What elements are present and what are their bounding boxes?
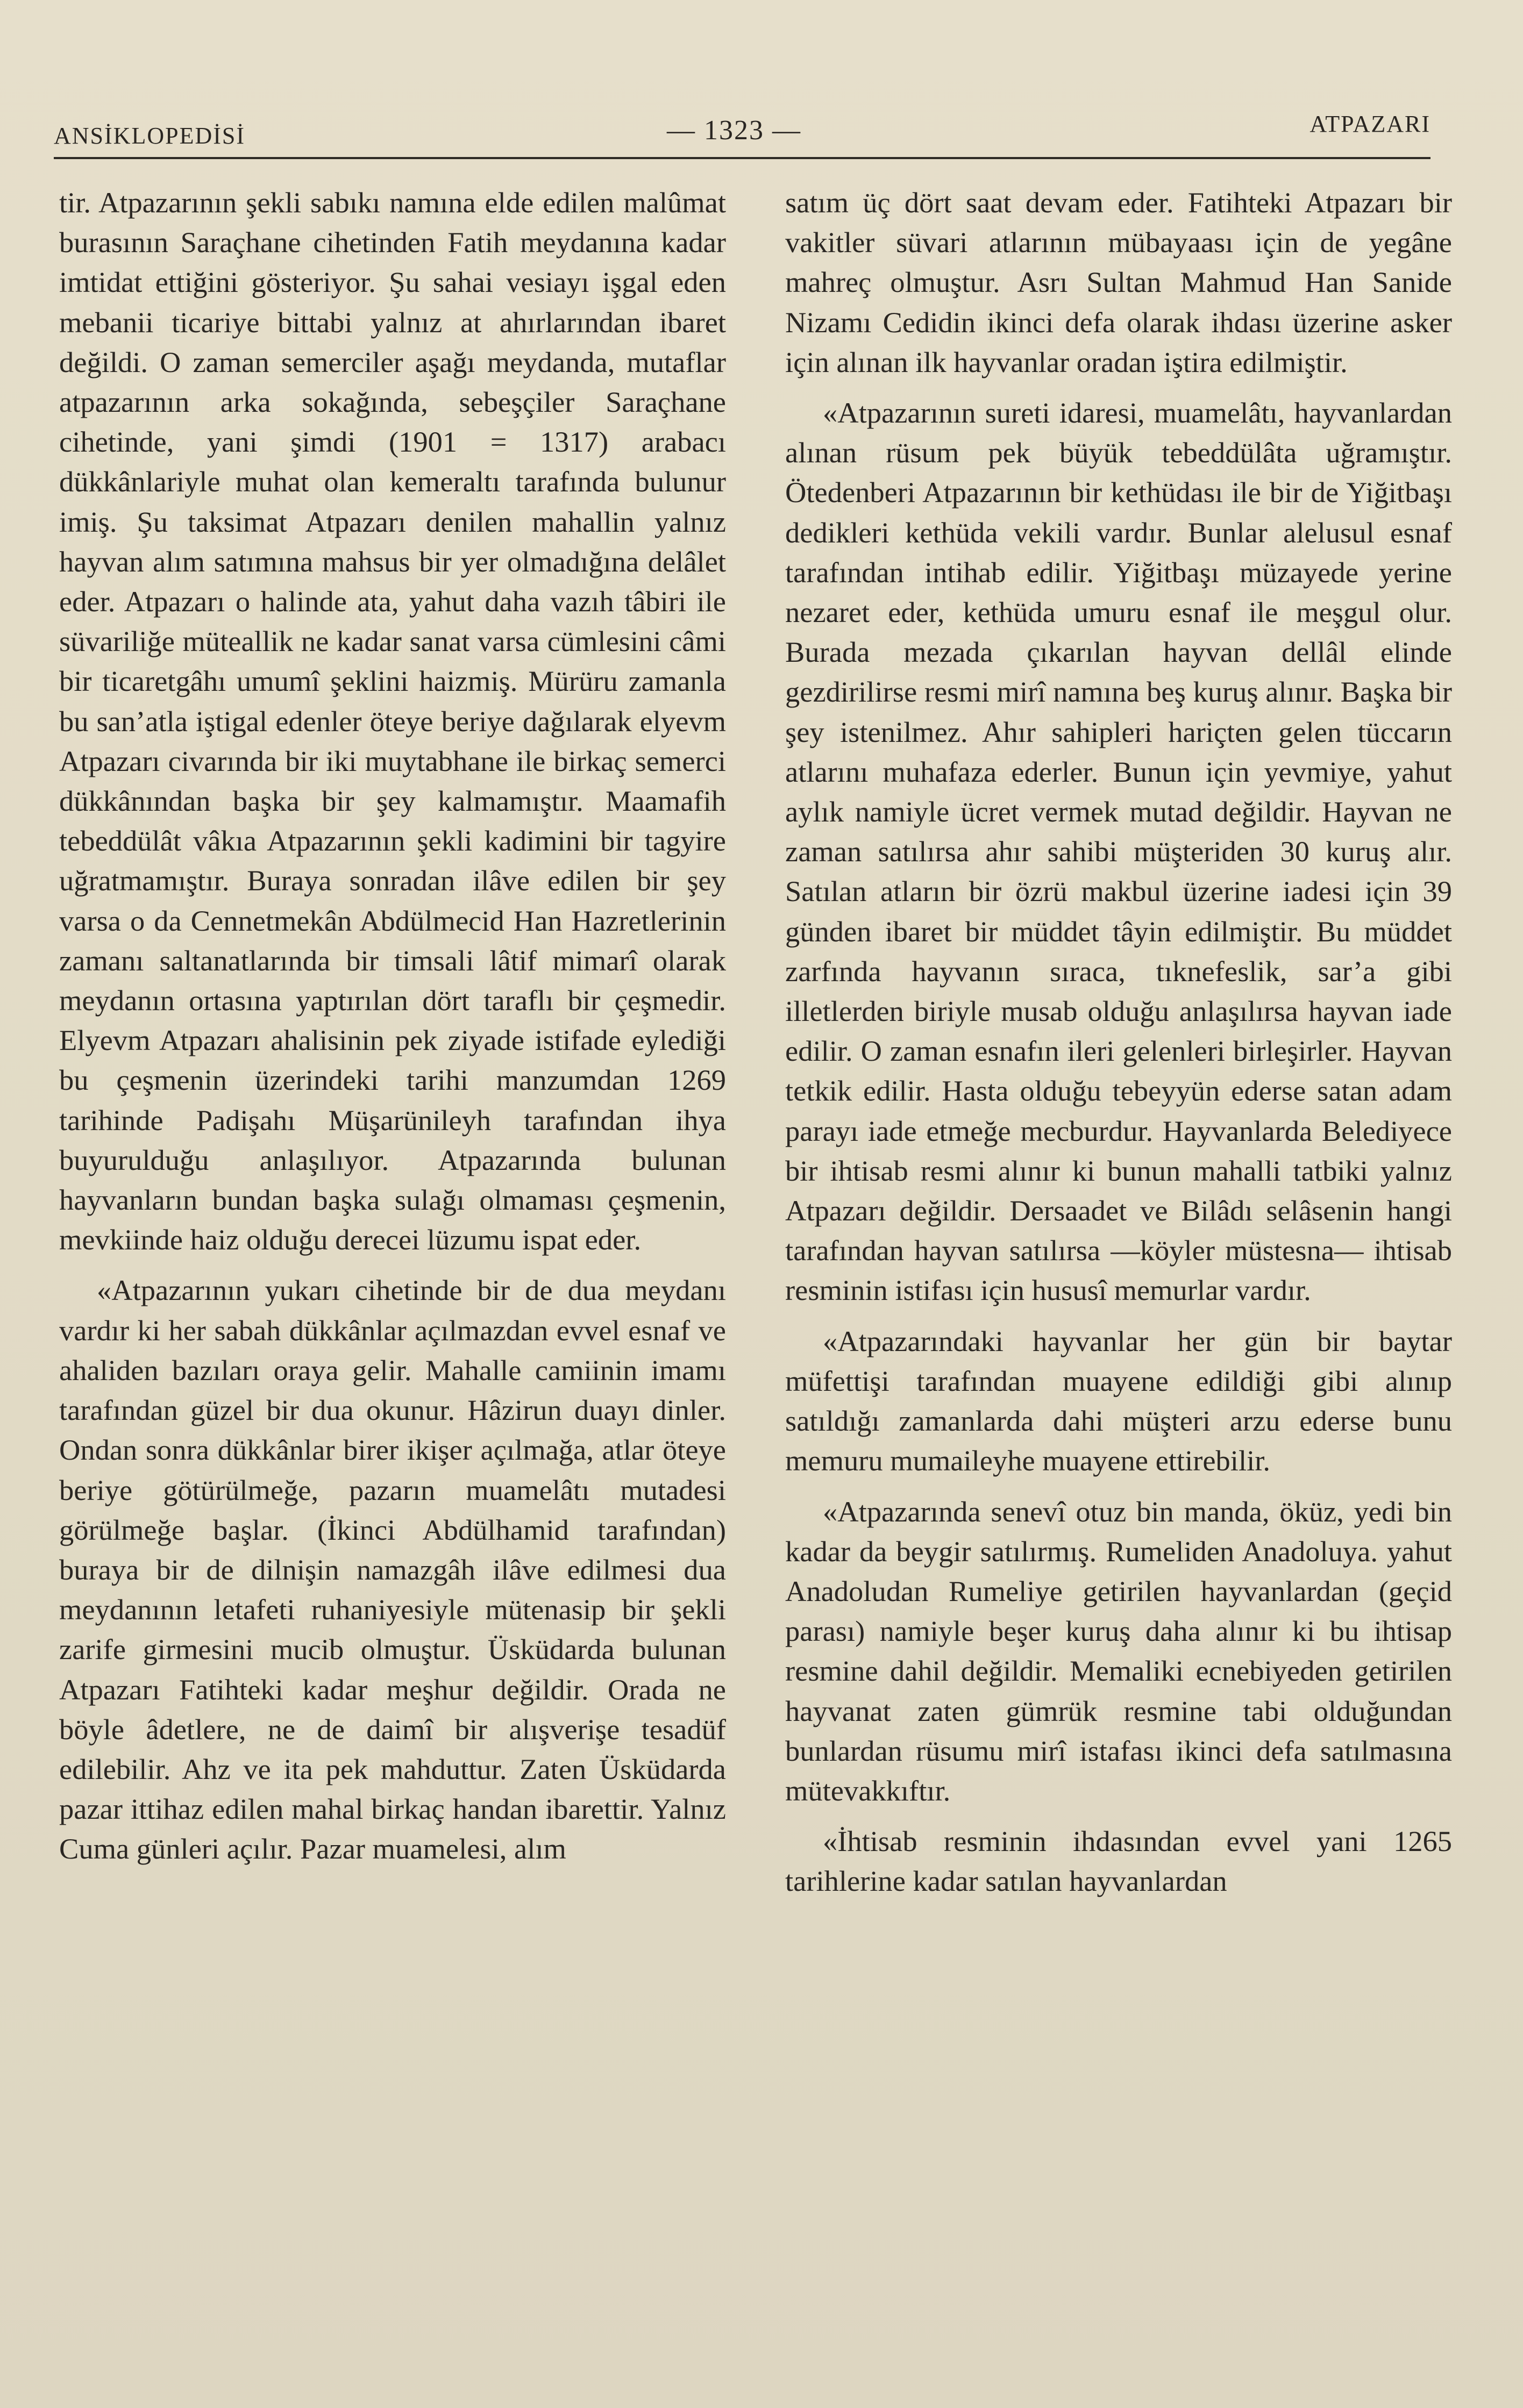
paragraph: «Atpazarındaki hayvanlar her gün bir baytar müfettişi tarafından muayene edildiği gibi alınıp satıldığı zamanlarda dahi müşteri arzu ederse bunu memuru mumaileyhe muayene ettirebilir.: [785, 1324, 1452, 1477]
running-header: [54, 110, 1431, 153]
paragraph: tir. Atpazarının şekli sabıkı namına elde edilen malûmat burasının Saraçhane cihetinden Fatih meydanına kadar imtidat ettiğini gösteriyor. Şu sahai vesiayı işgal eden mebanii ticariye bittabi yalnız at ahırlarından ibaret değildi. O zaman semerciler aşağı meydanda, mutaflar atpazarının arka sokağında, sebeşçiler Saraçhane cihetinde, yani şimdi (1901 = 1317) arabacı dükkânlariyle muhat olan kemeraltı tarafında bulunur imiş. Şu taksimat Atpazarı denilen mahallin yalnız hayvan alım satımına mahsus bir yer olmadığına delâlet eder. Atpazarı o halinde ata, yahut daha vazıh tâbiri ile süvariliğe müteallik ne kadar sanat varsa cümlesini câmi bir ticaretgâhı umumî şeklini haizmiş. Mürüru zamanla bu san’atla iştigal edenler öteye beriye dağılarak elyevm Atpazarı civarında bir iki muytabhane ile birkaç semerci dükkânından başka bir şey kalmamıştır. Maamafih tebeddülât vâkıa Atpazarının şekli kadimini bir tagyire uğratmamıştır. Buraya sonradan ilâve edilen bir şey varsa o da Cennetmekân Abdülmecid Han Hazretlerinin zamanı saltanatlarında bir timsali lâtif mimarî olarak meydanın ortasına yaptırılan dört taraflı bir çeşmedir. Elyevm Atpazarı ahalisinin pek ziyade istifade eylediği bu çeşmenin üzerindeki tarihi manzumdan 1269 tarihinde Padişahı Müşarünileyh tarafından ihya buyurulduğu anlaşılıyor. Atpazarında bulunan hayvanların bundan başka sulağı olmaması çeşmenin, mevkiinde haiz olduğu derecei lüzumu ispat eder.: [59, 186, 726, 1256]
right-column: [785, 183, 1452, 1902]
page-number: — 1323 —: [667, 115, 801, 146]
paragraph: «Atpazarında senevî otuz bin manda, öküz, yedi bin kadar da beygir satılırmış. Rumeliden Anadoluya. yahut Anadoludan Rumeliye getirilen hayvanlardan (geçid parası) namiyle beşer kuruş daha alınır ki bu ihtisap resmine dahil değildir. Memaliki ecnebiyeden getirilen hayvanat zaten gümrük resmine tabi olduğundan bunlardan rüsumu mirî istafası ikinci defa satılmasına mütevakkıftır.: [785, 1495, 1452, 1807]
header-right-title: ATPAZARI: [1310, 111, 1431, 137]
header-left-title: ANSİKLOPEDİSİ: [54, 123, 245, 149]
paragraph: satım üç dört saat devam eder. Fatihteki Atpazarı bir vakitler süvari atlarının mübayaası için de yegâne mahreç olmuştur. Asrı Sultan Mahmud Han Sanide Nizamı Cedidin ikinci defa olarak ihdası üzerine asker için alınan ilk hayvanlar oradan iştira edilmiştir.: [785, 186, 1452, 378]
paragraph: «Atpazarının sureti idaresi, muamelâtı, hayvanlardan alınan rüsum pek büyük tebeddülâta uğramıştır. Ötedenberi Atpazarının bir kethüdası ile bir de Yiğitbaşı dedikleri kethüda vekili vardır. Bunlar alelusul esnaf tarafından intihab edilir. Yiğitbaşı müzayede yerine nezaret eder, kethüda umuru esnaf ile meşgul olur. Burada mezada çıkarılan hayvan dellâl elinde gezdirilirse resmi mirî namına beş kuruş alınır. Başka bir şey istenilmez. Ahır sahipleri hariçten gelen tüccarın atlarını muhafaza ederler. Bunun için yevmiye, yahut aylık namiyle ücret vermek mutad değildir. Hayvan ne zaman satılırsa ahır sahibi müşteriden 30 kuruş alır. Satılan atların bir özrü makbul üzerine iadesi için 39 günden ibaret bir müddet tâyin edilmiştir. Bu müddet zarfında hayvanın sıraca, tıknefeslik, sar’a gibi illetlerden biriyle musab olduğu anlaşılırsa hayvan iade edilir. O zaman esnafın ileri gelenleri birleşirler. Hayvan tetkik edilir. Hasta olduğu tebeyyün ederse satan adam parayı iade etmeğe mecburdur. Hayvanlarda Belediyece bir ihtisab resmi alınır ki bunun mahalli tatbiki yalnız Atpazarı değildir. Dersaadet ve Bilâdı selâsenin hangi tarafından hayvan satılırsa —köyler müstesna— ihtisab resminin istifası için hususî memurlar vardır.: [785, 396, 1452, 1307]
paragraph: «İhtisab resminin ihdasından evvel yani 1265 tarihlerine kadar satılan hayvanlardan: [785, 1825, 1452, 1898]
header-rule: [54, 157, 1431, 159]
left-column: [59, 183, 726, 1869]
paragraph: «Atpazarının yukarı cihetinde bir de dua meydanı vardır ki her sabah dükkânlar açılmazdan evvel esnaf ve ahaliden bazıları oraya gelir. Mahalle camiinin imamı tarafından güzel bir dua okunur. Hâzirun duayı dinler. Ondan sonra dükkânlar birer ikişer açılmağa, atlar öteye beriye götürülmeğe, pazarın muamelâtı mutadesi görülmeğe başlar. (İkinci Abdülhamid tarafından) buraya bir de dilnişin namazgâh ilâve edilmesi dua meydanının letafeti ruhaniyesiyle mütenasip bir şekli zarife girmesini mucib olmuştur. Üsküdarda bulunan Atpazarı Fatihteki kadar meşhur değildir. Orada ne böyle âdetlere, ne de daimî bir alışverişe tesadüf edilebilir. Ahz ve ita pek mahduttur. Zaten Üsküdarda pazar ittihaz edilen mahal birkaç handan ibarettir. Yalnız Cuma günleri açılır. Pazar muamelesi, alım: [59, 1274, 726, 1866]
